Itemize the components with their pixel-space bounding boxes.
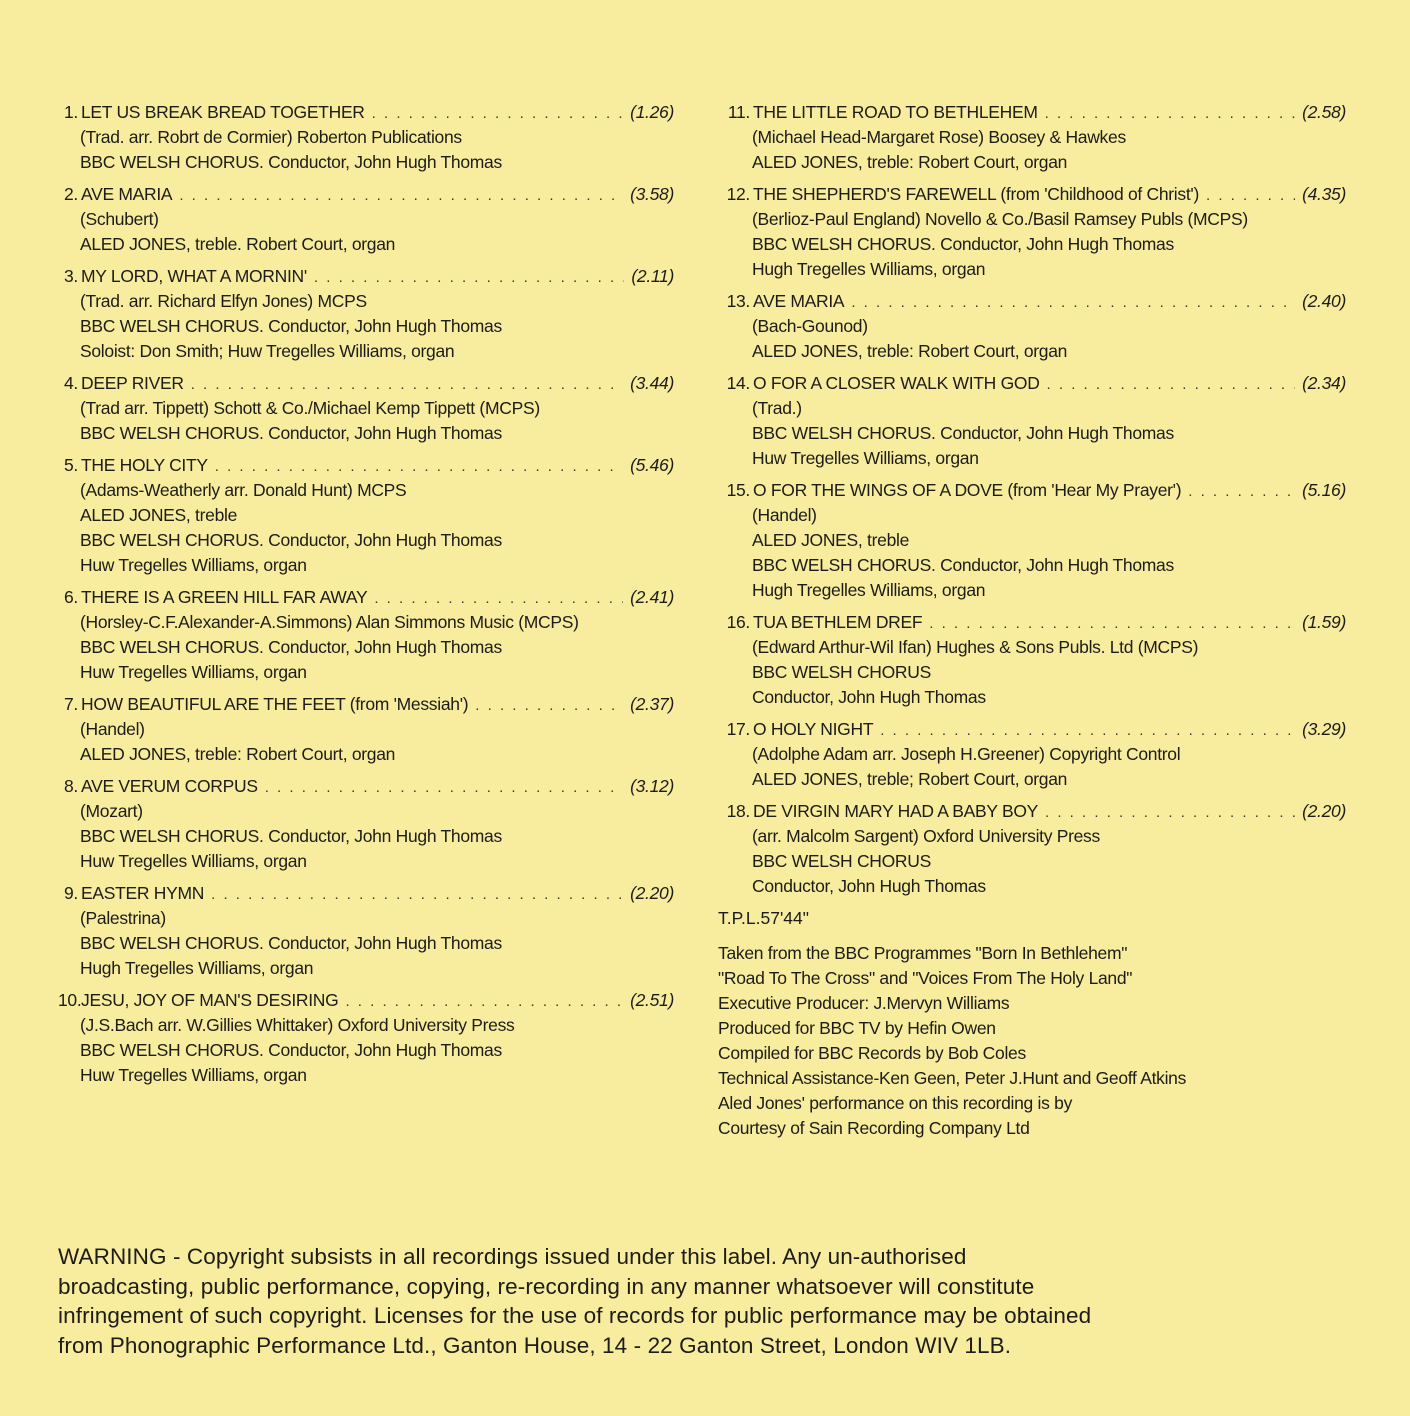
credit-line: "Road To The Cross" and "Voices From The Holy Land"	[718, 968, 1133, 988]
track-entry	[58, 264, 674, 364]
credit-line: Courtesy of Sain Recording Company Ltd	[718, 1118, 1030, 1138]
track-heading	[718, 799, 1346, 824]
track-detail-line: (Trad.)	[752, 398, 802, 418]
track-number: 2.	[64, 184, 78, 204]
track-detail-line: ALED JONES, treble. Robert Court, organ	[80, 234, 396, 254]
track-title: DE VIRGIN MARY HAD A BABY BOY	[753, 801, 1039, 821]
track-detail-line: BBC WELSH CHORUS. Conductor, John Hugh Thomas	[80, 316, 502, 336]
track-detail-line: Hugh Tregelles Williams, organ	[752, 259, 986, 279]
track-detail-line: BBC WELSH CHORUS. Conductor, John Hugh Thomas	[752, 423, 1174, 443]
track-number: 17.	[726, 719, 750, 739]
track-heading	[58, 371, 674, 396]
dot-leader	[215, 454, 623, 479]
track-entry	[58, 774, 674, 874]
track-number: 9.	[64, 883, 78, 903]
credit-line: Produced for BBC TV by Hefin Owen	[718, 1018, 996, 1038]
copyright-warning	[58, 1242, 1318, 1360]
track-detail-line: BBC WELSH CHORUS. Conductor, John Hugh Thomas	[80, 826, 502, 846]
track-duration: (5.46)	[630, 455, 674, 475]
track-duration: (2.20)	[630, 883, 674, 903]
track-detail-line: ALED JONES, treble: Robert Court, organ	[752, 152, 1068, 172]
track-title: THERE IS A GREEN HILL FAR AWAY	[81, 587, 368, 607]
track-detail-line: (Trad. arr. Robrt de Cormier) Roberton Publications	[80, 127, 462, 147]
track-duration: (3.29)	[1302, 719, 1346, 739]
track-duration: (3.44)	[630, 373, 674, 393]
left-track-column	[58, 100, 674, 1095]
warning-line: WARNING - Copyright subsists in all recordings issued under this label. Any un-authorised	[58, 1244, 967, 1269]
track-duration: (2.51)	[630, 990, 674, 1010]
dot-leader	[475, 693, 623, 718]
track-detail-line: (Adams-Weatherly arr. Donald Hunt) MCPS	[80, 480, 407, 500]
track-number: 8.	[64, 776, 78, 796]
dot-leader	[211, 882, 623, 907]
track-detail-line: (Palestrina)	[80, 908, 166, 928]
credit-line: Compiled for BBC Records by Bob Coles	[718, 1043, 1026, 1063]
warning-line: infringement of such copyright. Licenses for the use of records for public performance may be obtained	[58, 1303, 1092, 1328]
track-number: 7.	[64, 694, 78, 714]
track-number: 4.	[64, 373, 78, 393]
track-heading	[58, 453, 674, 478]
dot-leader	[880, 718, 1295, 743]
dot-leader	[372, 101, 623, 126]
track-detail-line: BBC WELSH CHORUS. Conductor, John Hugh Thomas	[80, 933, 502, 953]
track-number: 10.	[58, 990, 82, 1010]
track-detail-line: Huw Tregelles Williams, organ	[80, 555, 307, 575]
warning-line: from Phonographic Performance Ltd., Ganton House, 14 - 22 Ganton Street, London WIV 1LB.	[58, 1332, 1012, 1358]
right-track-list	[718, 100, 1346, 899]
track-number: 13.	[726, 291, 750, 311]
credits-block	[718, 941, 1346, 1141]
track-number: 1.	[64, 102, 78, 122]
track-detail-line: Huw Tregelles Williams, organ	[80, 1065, 307, 1085]
track-detail-line: (Handel)	[752, 505, 817, 525]
track-entry	[58, 100, 674, 175]
dot-leader	[345, 989, 623, 1014]
track-detail-line: (Adolphe Adam arr. Joseph H.Greener) Copyright Control	[752, 744, 1181, 764]
track-heading	[718, 371, 1346, 396]
credit-line: Technical Assistance-Ken Geen, Peter J.Hunt and Geoff Atkins	[718, 1068, 1187, 1088]
track-title: DEEP RIVER	[81, 373, 184, 393]
track-duration: (4.35)	[1302, 184, 1346, 204]
track-duration: (1.59)	[1302, 612, 1346, 632]
track-heading	[718, 100, 1346, 125]
track-entry	[718, 371, 1346, 471]
dot-leader	[374, 586, 623, 611]
track-heading	[58, 182, 674, 207]
track-detail-line: (Schubert)	[80, 209, 159, 229]
track-duration: (2.41)	[630, 587, 674, 607]
track-entry	[58, 692, 674, 767]
track-number: 14.	[726, 373, 750, 393]
warning-line: broadcasting, public performance, copying, re-recording in any manner whatsoever will constitute	[58, 1273, 1035, 1299]
track-detail-line: (Berlioz-Paul England) Novello & Co./Basil Ramsey Publs (MCPS)	[752, 209, 1248, 229]
track-title: THE HOLY CITY	[81, 455, 208, 475]
track-entry	[718, 610, 1346, 710]
track-heading	[718, 610, 1346, 635]
track-entry	[718, 182, 1346, 282]
track-title: HOW BEAUTIFUL ARE THE FEET (from 'Messiah')	[81, 694, 469, 714]
track-number: 11.	[727, 102, 750, 122]
track-heading	[58, 692, 674, 717]
track-detail-line: ALED JONES, treble: Robert Court, organ	[752, 341, 1068, 361]
track-detail-line: BBC WELSH CHORUS. Conductor, John Hugh Thomas	[80, 1040, 502, 1060]
dot-leader	[1206, 183, 1295, 208]
track-title: EASTER HYMN	[81, 883, 205, 903]
track-title: AVE MARIA	[81, 184, 173, 204]
track-detail-line: (Bach-Gounod)	[752, 316, 868, 336]
track-duration: (1.26)	[630, 102, 674, 122]
track-title: O FOR A CLOSER WALK WITH GOD	[753, 373, 1040, 393]
track-number: 12.	[726, 184, 750, 204]
track-detail-line: (Michael Head-Margaret Rose) Boosey & Hawkes	[752, 127, 1126, 147]
track-entry	[718, 289, 1346, 364]
track-title: TUA BETHLEM DREF	[753, 612, 923, 632]
track-duration: (3.58)	[630, 184, 674, 204]
total-playing-length: T.P.L.57'44"	[718, 908, 809, 928]
track-entry	[58, 881, 674, 981]
track-number: 18.	[726, 801, 750, 821]
track-detail-line: ALED JONES, treble; Robert Court, organ	[752, 769, 1068, 789]
track-number: 15.	[726, 480, 750, 500]
track-heading	[718, 289, 1346, 314]
track-heading	[718, 182, 1346, 207]
track-detail-line: ALED JONES, treble	[752, 530, 910, 550]
dot-leader	[851, 290, 1295, 315]
track-duration: (2.20)	[1302, 801, 1346, 821]
track-detail-line: BBC WELSH CHORUS	[752, 851, 931, 871]
track-title: JESU, JOY OF MAN'S DESIRING	[81, 990, 339, 1010]
track-duration: (2.37)	[630, 694, 674, 714]
track-title: THE SHEPHERD'S FAREWELL (from 'Childhood of Christ')	[753, 184, 1199, 204]
dot-leader	[1047, 372, 1296, 397]
track-detail-line: BBC WELSH CHORUS	[752, 662, 931, 682]
track-entry	[58, 988, 674, 1088]
track-heading	[58, 988, 674, 1013]
track-duration: (2.34)	[1302, 373, 1346, 393]
dot-leader	[1045, 800, 1295, 825]
track-heading	[58, 264, 674, 289]
track-entry	[58, 182, 674, 257]
track-detail-line: Huw Tregelles Williams, organ	[80, 662, 307, 682]
track-heading	[58, 100, 674, 125]
track-detail-line: Hugh Tregelles Williams, organ	[752, 580, 986, 600]
dot-leader	[1045, 101, 1295, 126]
track-title: O HOLY NIGHT	[753, 719, 874, 739]
track-entry	[58, 585, 674, 685]
track-duration: (5.16)	[1302, 480, 1346, 500]
track-detail-line: (Handel)	[80, 719, 145, 739]
track-detail-line: BBC WELSH CHORUS. Conductor, John Hugh Thomas	[80, 637, 502, 657]
track-detail-line: Soloist: Don Smith; Huw Tregelles Williams, organ	[80, 341, 455, 361]
track-duration: (3.12)	[630, 776, 674, 796]
track-detail-line: (Mozart)	[80, 801, 143, 821]
track-heading	[58, 881, 674, 906]
track-entry	[718, 478, 1346, 603]
track-number: 5.	[64, 455, 78, 475]
track-detail-line: BBC WELSH CHORUS. Conductor, John Hugh Thomas	[752, 234, 1174, 254]
track-detail-line: ALED JONES, treble: Robert Court, organ	[80, 744, 396, 764]
track-detail-line: (Trad arr. Tippett) Schott & Co./Michael Kemp Tippett (MCPS)	[80, 398, 540, 418]
track-detail-line: Hugh Tregelles Williams, organ	[80, 958, 314, 978]
track-entry	[718, 799, 1346, 899]
credit-line: Taken from the BBC Programmes "Born In Bethlehem"	[718, 943, 1128, 963]
track-duration: (2.58)	[1302, 102, 1346, 122]
track-duration: (2.11)	[631, 266, 674, 286]
right-track-column	[718, 100, 1346, 1141]
track-entry	[718, 100, 1346, 175]
track-detail-line: BBC WELSH CHORUS. Conductor, John Hugh Thomas	[80, 423, 502, 443]
track-duration: (2.40)	[1302, 291, 1346, 311]
dot-leader	[179, 183, 623, 208]
track-detail-line: Huw Tregelles Williams, organ	[80, 851, 307, 871]
track-heading	[58, 774, 674, 799]
track-entry	[58, 453, 674, 578]
track-detail-line: (Horsley-C.F.Alexander-A.Simmons) Alan Simmons Music (MCPS)	[80, 612, 579, 632]
track-number: 6.	[64, 587, 78, 607]
track-detail-line: BBC WELSH CHORUS. Conductor, John Hugh Thomas	[80, 152, 502, 172]
track-detail-line: (Trad. arr. Richard Elfyn Jones) MCPS	[80, 291, 367, 311]
credit-line: Executive Producer: J.Mervyn Williams	[718, 993, 1010, 1013]
track-detail-line: Conductor, John Hugh Thomas	[752, 876, 986, 896]
dot-leader	[265, 775, 623, 800]
track-detail-line: BBC WELSH CHORUS. Conductor, John Hugh Thomas	[80, 530, 502, 550]
track-entry	[718, 717, 1346, 792]
dot-leader	[1188, 479, 1295, 504]
dot-leader	[929, 611, 1295, 636]
track-title: AVE VERUM CORPUS	[81, 776, 258, 796]
credit-line: Aled Jones' performance on this recording is by	[718, 1093, 1073, 1113]
track-heading	[718, 478, 1346, 503]
track-title: MY LORD, WHAT A MORNIN'	[81, 266, 307, 286]
track-heading	[58, 585, 674, 610]
track-detail-line: Huw Tregelles Williams, organ	[752, 448, 979, 468]
dot-leader	[314, 265, 624, 290]
track-number: 3.	[64, 266, 78, 286]
track-detail-line: ALED JONES, treble	[80, 505, 238, 525]
track-detail-line: (arr. Malcolm Sargent) Oxford University Press	[752, 826, 1100, 846]
track-detail-line: (J.S.Bach arr. W.Gillies Whittaker) Oxford University Press	[80, 1015, 515, 1035]
track-entry	[58, 371, 674, 446]
track-title: LET US BREAK BREAD TOGETHER	[81, 102, 365, 122]
track-detail-line: BBC WELSH CHORUS. Conductor, John Hugh Thomas	[752, 555, 1174, 575]
track-detail-line: (Edward Arthur-Wil Ifan) Hughes & Sons Publs. Ltd (MCPS)	[752, 637, 1199, 657]
track-heading	[718, 717, 1346, 742]
track-title: O FOR THE WINGS OF A DOVE (from 'Hear My Prayer')	[753, 480, 1182, 500]
track-detail-line: Conductor, John Hugh Thomas	[752, 687, 986, 707]
track-title: THE LITTLE ROAD TO BETHLEHEM	[753, 102, 1038, 122]
track-number: 16.	[726, 612, 750, 632]
track-title: AVE MARIA	[753, 291, 845, 311]
dot-leader	[191, 372, 623, 397]
